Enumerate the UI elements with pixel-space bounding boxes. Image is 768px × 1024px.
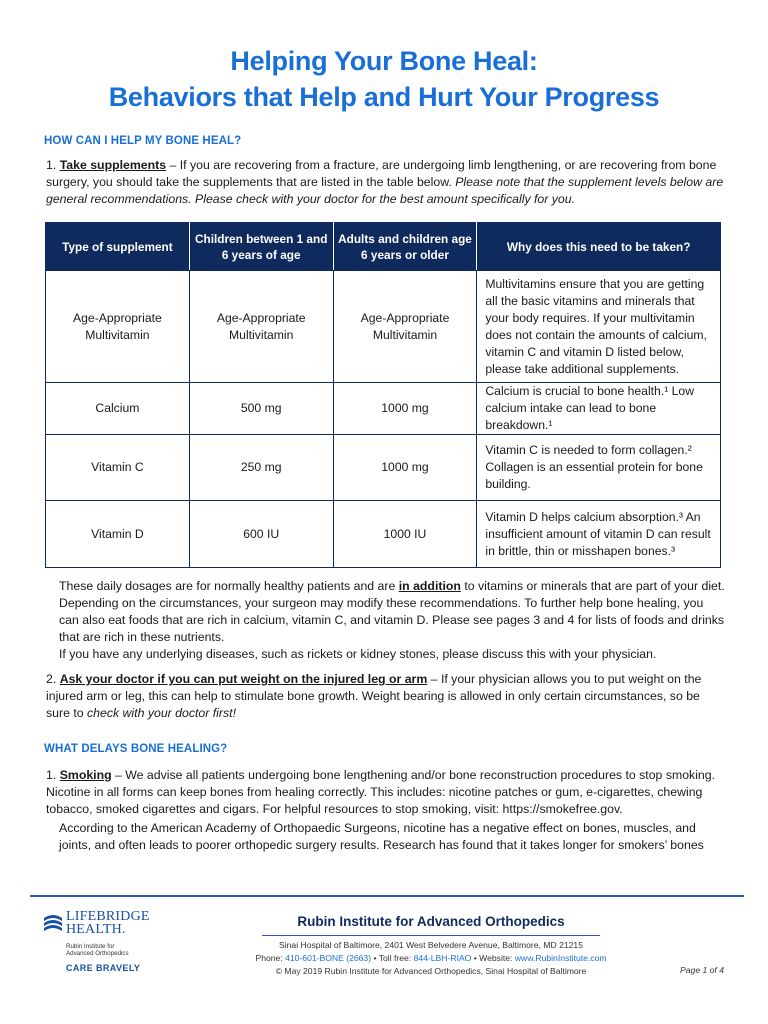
cell-children: 500 mg xyxy=(189,383,333,435)
page-title-line1: Helping Your Bone Heal: xyxy=(230,46,538,76)
cell-adults: 1000 mg xyxy=(333,383,477,435)
cell-why: Vitamin C is needed to form collagen.² Collagen is an essential protein for bone building. xyxy=(477,435,721,501)
item-number: 2. xyxy=(46,672,57,686)
supplements-paragraph xyxy=(46,157,726,208)
cell-why: Calcium is crucial to bone health.¹ Low calcium intake can lead to bone breakdown.¹ xyxy=(477,383,721,435)
diseases-paragraph: If you have any underlying diseases, such as rickets or kidney stones, please discuss this with your physician. xyxy=(59,647,657,661)
header-children: Children between 1 and 6 years of age xyxy=(189,223,333,271)
dosage-text-pre: These daily dosages are for normally healthy patients and are xyxy=(59,579,399,593)
website-link[interactable]: www.RubinInstitute.com xyxy=(514,953,607,963)
cell-children: 600 IU xyxy=(189,501,333,568)
supplements-note: Please note that the supplement levels below are general recommendations. Please check with your doctor for the best amount specifically for you. xyxy=(46,175,724,206)
phone-label: Phone: xyxy=(255,953,286,963)
header-type: Type of supplement xyxy=(46,223,190,271)
header-adults: Adults and children age 6 years or older xyxy=(333,223,477,271)
aaos-paragraph: According to the American Academy of Orthopaedic Surgeons, nicotine has a negative effect on bones, muscles, and joints, and often leads to poorer orthopedic surgery results. Research has found that it takes longer for smokers’ bones xyxy=(59,821,704,852)
ask-doctor-label: Ask your doctor if you can put weight on the injured leg or arm xyxy=(59,672,428,686)
cell-adults: 1000 mg xyxy=(333,435,477,501)
table-row xyxy=(46,271,721,383)
tagline: CARE BRAVELY xyxy=(66,963,141,973)
tollfree-label: • Toll free: xyxy=(371,953,414,963)
supplement-table xyxy=(45,222,721,568)
cell-type: Calcium xyxy=(46,383,190,435)
in-addition-text: in addition xyxy=(398,579,461,593)
weight-text: – If your physician allows you to put weight on the injured arm or leg, this can help to stimulate bone growth. Weight bearing is allowed in only certain circumstances, so be sure to xyxy=(46,672,702,720)
cell-type: Age-Appropriate Multivitamin xyxy=(46,271,190,383)
take-supplements-label: Take supplements xyxy=(59,158,167,172)
cell-children: 250 mg xyxy=(189,435,333,501)
item-number: 1. xyxy=(46,158,57,172)
section-heading-help: HOW CAN I HELP MY BONE HEAL? xyxy=(44,135,242,147)
address-line: Sinai Hospital of Baltimore, 2401 West Belvedere Avenue, Baltimore, MD 21215 xyxy=(279,940,583,950)
logo-line2: HEALTH. xyxy=(66,922,126,937)
weight-paragraph xyxy=(46,671,726,722)
smoking-paragraph xyxy=(46,767,726,818)
check-doctor-note: check with your doctor first! xyxy=(87,706,236,720)
tollfree-link[interactable]: 844-LBH-RIAO xyxy=(413,953,472,963)
logo-sub2: Advanced Orthopedics xyxy=(66,950,129,957)
page-title-line2: Behaviors that Help and Hurt Your Progress xyxy=(108,82,660,112)
phone-link[interactable]: 410-601-BONE (2663) xyxy=(285,953,372,963)
logo-sub1: Rubin Institute for xyxy=(66,943,115,950)
cell-adults: 1000 IU xyxy=(333,501,477,568)
copyright-line: © May 2019 Rubin Institute for Advanced Orthopedics, Sinai Hospital of Baltimore xyxy=(275,966,587,976)
footer-divider xyxy=(30,895,744,897)
institute-name: Rubin Institute for Advanced Orthopedics xyxy=(297,914,565,929)
cell-why: Multivitamins ensure that you are getting all the basic vitamins and minerals that your body requires. If your multivitamin does not contain the amounts of calcium, vitamin C and vitamin D listed below, please take additional supplements. xyxy=(477,271,721,383)
table-row xyxy=(46,383,721,435)
footer-sub-divider xyxy=(262,935,600,936)
page-number: Page 1 of 4 xyxy=(680,965,724,975)
cell-type: Vitamin D xyxy=(46,501,190,568)
dosage-text-post: to vitamins or minerals that are part of your diet. Depending on the circumstances, your surgeon may modify these recommendations. To further help bone healing, you can also eat foods that are rich in calcium, vitamin C, and vitamin D. Please see pages 3 and 4 for lists of foods and drinks that are rich in these nutrients. xyxy=(59,579,725,644)
table-row xyxy=(46,435,721,501)
smoking-text: – We advise all patients undergoing bone lengthening and/or bone reconstruction procedures to stop smoking. Nicotine in all forms can keep bones from healing correctly. This includes: nicotine patches or gum, e-cigarettes, chewing tobacco, smoked cigarettes and cigars. For helpful resources to stop smoking, visit: https://smokefree.gov. xyxy=(46,768,716,816)
lifebridge-logo xyxy=(44,910,174,973)
smoking-label: Smoking xyxy=(59,768,112,782)
cell-why: Vitamin D helps calcium absorption.³ An insufficient amount of vitamin D can result in brittle, thin or misshapen bones.³ xyxy=(477,501,721,568)
dosage-paragraph xyxy=(59,578,726,646)
item-number: 1. xyxy=(46,768,57,782)
lifebridge-mark-icon xyxy=(44,912,62,936)
supplements-text: – If you are recovering from a fracture, are undergoing limb lengthening, or are recovering from bone surgery, you should take the supplements that are listed in the table below. xyxy=(46,158,717,189)
cell-children: Age-Appropriate Multivitamin xyxy=(189,271,333,383)
cell-type: Vitamin C xyxy=(46,435,190,501)
table-row xyxy=(46,501,721,568)
logo-line1: LIFEBRIDGE xyxy=(66,909,150,924)
section-heading-delays: WHAT DELAYS BONE HEALING? xyxy=(44,743,228,755)
table-header-row xyxy=(46,223,721,271)
header-why: Why does this need to be taken? xyxy=(477,223,721,271)
cell-adults: Age-Appropriate Multivitamin xyxy=(333,271,477,383)
website-label: • Website: xyxy=(471,953,515,963)
contact-line xyxy=(200,952,662,964)
